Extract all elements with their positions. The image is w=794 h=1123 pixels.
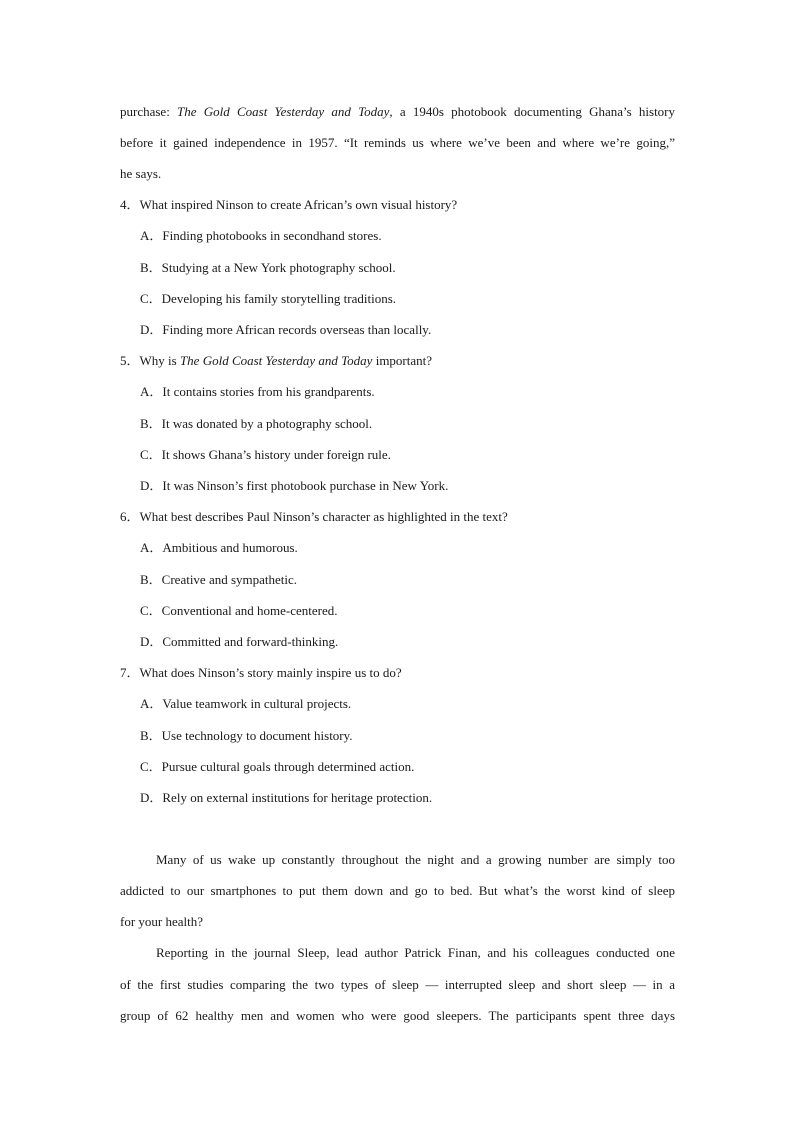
answer-option: C．Developing his family storytelling traditions. (140, 291, 397, 306)
answer-option: D．Finding more African records overseas than locally. (140, 322, 432, 337)
passage-line: group of 62 healthy men and women who were good sleepers. The participants spent three days (120, 1008, 675, 1023)
question-stem: 4．What inspired Ninson to create African’s own visual history? (120, 197, 458, 212)
passage-line: before it gained independence in 1957. “It reminds us where we’ve been and where we’re going,” (120, 135, 675, 150)
answer-option: B．Use technology to document history. (140, 728, 353, 743)
answer-option: D．Committed and forward-thinking. (140, 634, 339, 649)
question-stem: 7．What does Ninson’s story mainly inspire us to do? (120, 665, 402, 680)
question-stem: 6．What best describes Paul Ninson’s character as highlighted in the text? (120, 509, 508, 524)
answer-option: B．Studying at a New York photography school. (140, 260, 396, 275)
answer-option: C．Pursue cultural goals through determined action. (140, 759, 415, 774)
answer-option: B．It was donated by a photography school. (140, 416, 373, 431)
answer-option: C．Conventional and home-centered. (140, 603, 338, 618)
answer-option: A．Finding photobooks in secondhand stores. (140, 228, 382, 243)
answer-option: D．Rely on external institutions for heritage protection. (140, 790, 433, 805)
passage-line: addicted to our smartphones to put them down and go to bed. But what’s the worst kind of sleep (120, 883, 675, 898)
answer-option: C．It shows Ghana’s history under foreign rule. (140, 447, 391, 462)
book-title: The Gold Coast Yesterday and Today (177, 104, 390, 119)
passage-line: he says. (120, 166, 162, 181)
answer-option: D．It was Ninson’s first photobook purchase in New York. (140, 478, 449, 493)
question-stem: 5．Why is The Gold Coast Yesterday and Today important? (120, 353, 433, 368)
answer-option: A．Value teamwork in cultural projects. (140, 696, 352, 711)
passage-line: Reporting in the journal Sleep, lead author Patrick Finan, and his colleagues conducted one (156, 945, 675, 960)
passage-line: Many of us wake up constantly throughout the night and a growing number are simply too (156, 852, 675, 867)
passage-line: purchase: The Gold Coast Yesterday and Today, a 1940s photobook documenting Ghana’s history (120, 104, 676, 119)
answer-option: B．Creative and sympathetic. (140, 572, 298, 587)
passage-line: for your health? (120, 914, 204, 929)
answer-option: A．Ambitious and humorous. (140, 540, 298, 555)
answer-option: A．It contains stories from his grandparents. (140, 384, 375, 399)
passage-line: of the first studies comparing the two types of sleep — interrupted sleep and short sleep — in a (120, 977, 675, 992)
book-title: The Gold Coast Yesterday and Today (179, 353, 373, 368)
